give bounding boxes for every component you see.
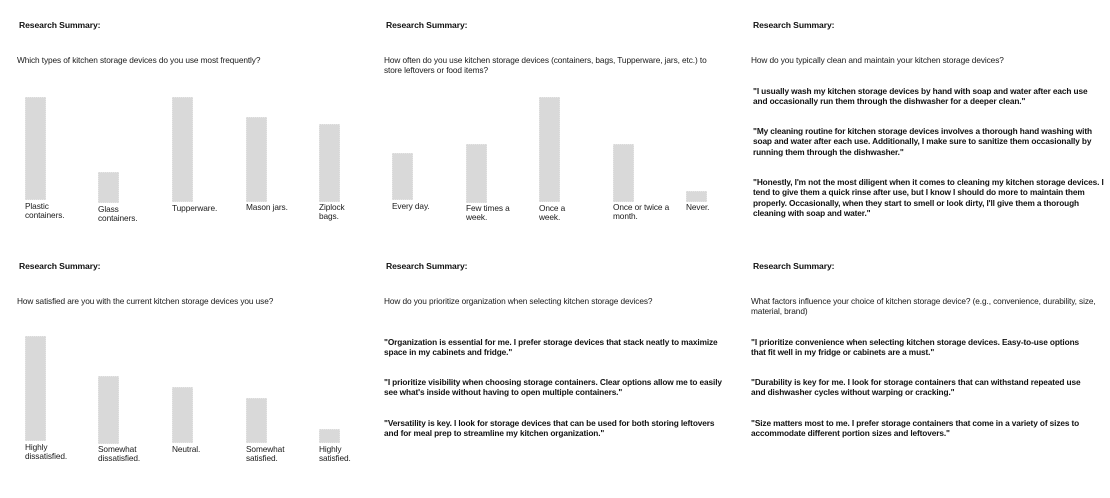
bar-label: Every day.	[392, 201, 430, 211]
panel-question: How satisfied are you with the current kitchen storage devices you use?	[17, 296, 274, 306]
panel-organization	[370, 250, 730, 490]
panel-heading: Research Summary:	[753, 20, 835, 30]
bar-label: Glass containers.	[98, 204, 138, 223]
bar-label: Once or twice a month.	[613, 202, 670, 221]
bar-label: Neutral.	[172, 444, 201, 454]
bar-highly-dissatisfied	[25, 336, 46, 441]
bar-label: Highly satisfied.	[319, 444, 351, 463]
quote-item: "Organization is essential for me. I prefer storage devices that stack neatly to maximize space in my cabinets and fridge."	[384, 337, 718, 358]
bar-label: Plastic containers.	[25, 201, 65, 220]
quote-item: "Size matters most to me. I prefer storage containers that come in a variety of sizes to accommodate different portion sizes and leftovers."	[751, 418, 1080, 439]
bar-tupperware	[172, 97, 193, 202]
bar-label: Somewhat dissatisfied.	[98, 444, 141, 463]
quote-item: "I prioritize convenience when selecting kitchen storage devices. Easy-to-use options that fit well in my fridge or cabinets are a must."	[751, 337, 1080, 358]
bar-label: Tupperware.	[172, 203, 218, 213]
bar-mason-jars	[246, 117, 267, 202]
bar-label: Ziplock bags.	[319, 202, 345, 221]
panel-heading: Research Summary:	[753, 261, 835, 271]
quote-item: "I prioritize visibility when choosing storage containers. Clear options allow me to easily see what's inside without having to open multiple containers."	[384, 377, 722, 398]
panel-heading: Research Summary:	[386, 20, 468, 30]
bar-few-times-a-week	[466, 144, 487, 203]
panel-usage-frequency	[370, 0, 730, 240]
bar-plastic-containers	[25, 97, 46, 200]
panel-satisfaction	[0, 250, 360, 490]
bar-once-a-week	[539, 97, 560, 202]
bar-ziplock-bags	[319, 124, 340, 202]
bar-never	[686, 191, 707, 202]
panel-question: How do you typically clean and maintain your kitchen storage devices?	[751, 55, 1004, 65]
panel-question: Which types of kitchen storage devices do you use most frequently?	[17, 55, 261, 65]
panel-question: What factors influence your choice of kitchen storage device? (e.g., convenience, durability, size, material, brand)	[751, 296, 1096, 317]
panel-question: How do you prioritize organization when selecting kitchen storage devices?	[384, 296, 653, 306]
bar-once-or-twice-a-month	[613, 144, 634, 202]
bar-label: Somewhat satisfied.	[246, 444, 285, 463]
quote-item: "I usually wash my kitchen storage devices by hand with soap and water after each use and occasionally run them through the dishwasher for a deeper clean."	[753, 86, 1088, 107]
bar-glass-containers	[98, 172, 119, 203]
bar-somewhat-satisfied	[246, 398, 267, 443]
quote-item: "Honestly, I'm not the most diligent when it comes to cleaning my kitchen storage devices. I tend to give them a quick rinse after use, but I know I should do more to maintain them properly. Occasionally, when they start to smell or look dirty, I'll give them a thorough cleaning with soap and water."	[753, 177, 1104, 219]
bar-somewhat-dissatisfied	[98, 376, 119, 444]
panel-storage-types	[0, 0, 360, 240]
bar-label: Few times a week.	[466, 203, 510, 222]
panel-cleaning-maintenance	[740, 0, 1110, 240]
bar-label: Once a week.	[539, 203, 566, 222]
bar-every-day	[392, 153, 413, 200]
quote-item: "Durability is key for me. I look for storage containers that can withstand repeated use and dishwasher cycles without warping or cracking."	[751, 377, 1081, 398]
panel-heading: Research Summary:	[19, 261, 101, 271]
panel-heading: Research Summary:	[19, 20, 101, 30]
bar-label: Never.	[686, 202, 710, 212]
bar-neutral	[172, 387, 193, 443]
bar-label: Highly dissatisfied.	[25, 442, 68, 461]
quote-item: "My cleaning routine for kitchen storage devices involves a thorough hand washing with soap and water after each use. Additionally, I make sure to sanitize them occasionally by running them through the dishwasher."	[753, 126, 1092, 157]
panel-heading: Research Summary:	[386, 261, 468, 271]
quote-item: "Versatility is key. I look for storage devices that can be used for both storing leftovers and for meal prep to streamline my kitchen organization."	[384, 418, 715, 439]
bar-label: Mason jars.	[246, 202, 288, 212]
panel-question: How often do you use kitchen storage devices (containers, bags, Tupperware, jars, etc.) to store leftovers or food items?	[384, 55, 707, 76]
bar-highly-satisfied	[319, 429, 340, 443]
panel-choice-factors	[740, 250, 1110, 490]
